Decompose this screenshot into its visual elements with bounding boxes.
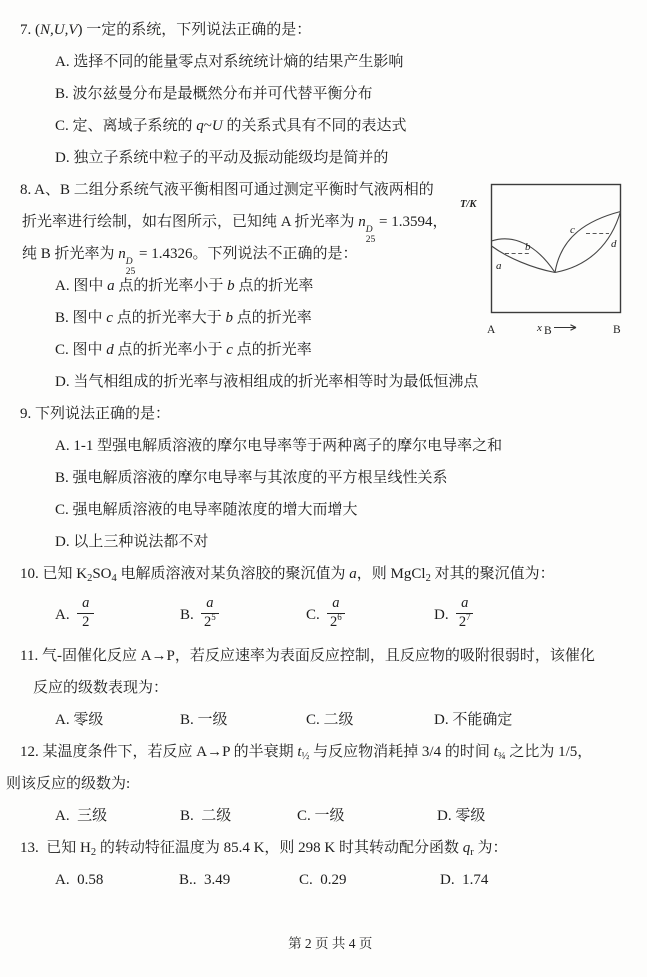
option-cell <box>437 800 647 832</box>
text-segment: 折光率进行绘制，如右图所示，已知纯 A 折光率为 <box>22 214 359 230</box>
text-segment: 7. ( <box>20 22 40 38</box>
subscript: 25 <box>365 234 376 245</box>
fraction-denominator <box>327 611 344 631</box>
text-segment: C. 定、离域子系统的 <box>55 118 197 134</box>
text-segment: 点的折光率 <box>234 278 314 294</box>
text-segment: ¾ <box>497 751 506 762</box>
text-segment: B. 一级 <box>180 712 228 728</box>
corner-label-a: A <box>487 324 496 336</box>
text-segment: D. 1.74 <box>440 872 489 888</box>
corner-label-b: B <box>613 324 621 336</box>
text-segment: 13. 已知 H <box>20 840 91 856</box>
text-segment: D. 不能确定 <box>434 712 513 728</box>
fraction-numerator: a <box>77 596 94 614</box>
text-segment: SO <box>92 566 112 582</box>
text-segment: 与反应物消耗掉 3/4 的时间 <box>309 744 494 760</box>
option-cell <box>440 864 647 896</box>
fraction-denominator <box>201 611 218 631</box>
fraction-denominator <box>456 611 473 631</box>
option-cell <box>297 800 437 832</box>
options-row <box>0 590 647 640</box>
text-segment: B. 强电解质溶液的摩尔电导率与其浓度的平方根呈线性关系 <box>55 470 448 486</box>
text-segment: 9. 下列说法正确的是： <box>20 406 171 422</box>
text-segment: 2 <box>330 613 338 630</box>
fraction-numerator: a <box>327 596 344 614</box>
text-segment: 点的折光率大于 <box>112 310 226 326</box>
fraction <box>201 596 218 631</box>
math-subsup <box>118 246 136 277</box>
point-label-d: d <box>611 238 617 250</box>
text-segment: A. 图中 <box>55 278 108 294</box>
text-segment: 12. 某温度条件下，若反应 A→P 的半衰期 <box>20 744 298 760</box>
text-segment: C. 图中 <box>55 342 107 358</box>
text-segment: ~ <box>203 118 212 134</box>
text-segment: A. 选择不同的能量零点对系统统计熵的结果产生影响 <box>55 54 404 70</box>
text-segment: A. 三级 <box>55 808 108 824</box>
text-segment: D. 以上三种说法都不对 <box>55 534 209 550</box>
phase-diagram-svg <box>458 180 636 342</box>
text-segment: ，则 MgCl <box>356 566 426 582</box>
text-segment: B. 二级 <box>180 808 232 824</box>
text-segment: 的转动特征温度为 85.4 K，则 298 K 时其转动配分函数 <box>96 840 463 856</box>
text-segment: 纯 B 折光率为 <box>22 246 119 262</box>
option-cell <box>179 864 299 896</box>
text-segment: B. 波尔兹曼分布是最概然分布并可代替平衡分布 <box>55 86 373 102</box>
question-7 <box>0 14 647 174</box>
text-segment: B.. 3.49 <box>179 872 231 888</box>
text-segment: A. 1-1 型强电解质溶液的摩尔电导率等于两种离子的摩尔电导率之和 <box>55 438 503 454</box>
text-segment: 点的折光率 <box>232 310 312 326</box>
text-segment: 4 <box>111 573 117 584</box>
footer-page-number: 第 2 页 共 4 页 <box>288 936 373 951</box>
text-segment: D. 零级 <box>437 808 486 824</box>
text-segment: 2 <box>425 573 431 584</box>
text-segment: b <box>227 278 235 294</box>
option-cell <box>55 800 180 832</box>
question-11 <box>0 640 647 736</box>
text-segment: 2 <box>87 573 93 584</box>
text-segment: 11. 气-固催化反应 A→P，若反应速率为表面反应控制，且反应物的吸附很弱时，该催化 <box>20 648 595 664</box>
option-cell <box>434 704 647 736</box>
options-row <box>0 864 647 896</box>
question-stem <box>0 398 647 430</box>
text-segment: b <box>225 310 233 326</box>
option-line <box>0 494 647 526</box>
text-segment: D. 独立子系统中粒子的平动及振动能级均是简并的 <box>55 150 389 166</box>
text-segment: 10. 已知 K <box>20 566 88 582</box>
text-segment: a <box>349 566 357 582</box>
question-stem <box>0 558 647 590</box>
text-segment: c <box>106 310 113 326</box>
text-segment: U <box>211 118 223 134</box>
math-base: n <box>358 214 366 230</box>
math-base: n <box>118 246 126 262</box>
option-cell <box>434 590 647 640</box>
math-subsup <box>358 214 376 245</box>
text-segment: c <box>226 342 233 358</box>
option-line <box>0 78 647 110</box>
text-segment: a <box>107 278 115 294</box>
axis-label-tk: T/K <box>460 199 477 210</box>
fraction <box>77 596 94 631</box>
page-footer <box>0 916 647 968</box>
option-line <box>0 366 647 398</box>
text-segment: B. <box>180 607 202 623</box>
axis-label-x: x <box>537 322 542 334</box>
option-line <box>0 462 647 494</box>
text-segment: N,U,V <box>40 22 78 38</box>
text-segment: B. 图中 <box>55 310 107 326</box>
options-row <box>0 704 647 736</box>
question-13 <box>0 832 647 896</box>
question-9 <box>0 398 647 558</box>
text-segment: 2 <box>90 847 97 858</box>
option-line <box>0 142 647 174</box>
question-stem <box>0 640 647 672</box>
text-segment: C. <box>306 607 328 623</box>
text-segment: C. 二级 <box>306 712 354 728</box>
text-segment: 的关系式具有不同的表达式 <box>222 118 407 134</box>
question-12 <box>0 736 647 832</box>
text-segment: q <box>462 840 471 856</box>
phase-diagram-figure <box>458 180 636 342</box>
text-segment: 之比为 1/5， <box>505 744 593 760</box>
option-cell <box>306 704 434 736</box>
option-cell <box>180 590 306 640</box>
option-line <box>0 430 647 462</box>
text-segment: C. 强电解质溶液的电导率随浓度的增大而增大 <box>55 502 358 518</box>
text-segment: 8. A、B 二组分系统气液平衡相图可通过测定平衡时气液两相的 <box>20 182 434 198</box>
text-segment: 电解质溶液对某负溶胶的聚沉值为 <box>116 566 350 582</box>
option-cell <box>55 590 180 640</box>
text-segment: 2 <box>82 613 90 630</box>
text-segment: A. <box>55 607 78 623</box>
subscript: 25 <box>125 266 136 277</box>
text-segment: ½ <box>301 751 310 762</box>
option-cell <box>180 800 297 832</box>
stem-continuation <box>0 768 647 800</box>
fraction <box>456 596 473 631</box>
point-label-c: c <box>570 224 575 236</box>
text-segment: = 1.4326。下列说法不正确的是： <box>135 246 358 262</box>
text-segment: 反应的级数表现为： <box>33 680 169 696</box>
point-label-a: a <box>496 260 502 272</box>
option-cell <box>55 864 179 896</box>
text-segment: t <box>297 744 302 760</box>
exponent: 6 <box>337 611 342 622</box>
option-cell <box>180 704 306 736</box>
text-segment: ) 一定的系统，下列说法正确的是： <box>77 22 312 38</box>
question-10 <box>0 558 647 640</box>
text-segment: r <box>470 847 474 858</box>
text-segment: 则该反应的级数为: <box>6 776 131 792</box>
text-segment: d <box>106 342 114 358</box>
question-stem <box>0 832 647 864</box>
option-line <box>0 526 647 558</box>
exponent: 7 <box>466 611 471 622</box>
text-segment: = 1.3594， <box>375 214 448 230</box>
stem-continuation <box>0 672 647 704</box>
text-segment: D. 当气相组成的折光率与液相组成的折光率相等时为最低恒沸点 <box>55 374 479 390</box>
fraction <box>327 596 344 631</box>
diagram-frame <box>492 185 621 313</box>
text-segment: 2 <box>204 613 212 630</box>
options-row <box>0 800 647 832</box>
question-stem <box>0 736 647 768</box>
subsup-stack <box>366 226 376 246</box>
question-stem <box>0 14 647 46</box>
superscript: D <box>365 225 373 235</box>
option-cell <box>306 590 434 640</box>
fraction-denominator <box>77 614 94 631</box>
fraction-numerator: a <box>456 596 473 614</box>
option-cell <box>55 704 180 736</box>
text-segment: D. <box>434 607 457 623</box>
text-segment: A. 0.58 <box>55 872 104 888</box>
option-cell <box>299 864 440 896</box>
text-segment: 点的折光率小于 <box>113 342 227 358</box>
text-segment: 点的折光率 <box>232 342 312 358</box>
text-segment: t <box>493 744 498 760</box>
x-axis-arrow-icon <box>554 325 576 331</box>
text-segment: q <box>196 118 204 134</box>
text-segment: 为： <box>473 840 508 856</box>
superscript: D <box>125 257 133 267</box>
text-segment: C. 0.29 <box>299 872 347 888</box>
text-segment: C. 一级 <box>297 808 345 824</box>
fraction-numerator: a <box>201 596 218 614</box>
text-segment: 点的折光率小于 <box>114 278 228 294</box>
text-segment: A. 零级 <box>55 712 104 728</box>
text-segment: 2 <box>458 613 467 630</box>
text-segment: 对其的聚沉值为： <box>430 566 555 582</box>
option-line <box>0 110 647 142</box>
axis-label-x-sub: B <box>544 325 552 337</box>
point-label-b: b <box>525 241 531 253</box>
option-line <box>0 46 647 78</box>
exponent: 5 <box>211 611 216 622</box>
